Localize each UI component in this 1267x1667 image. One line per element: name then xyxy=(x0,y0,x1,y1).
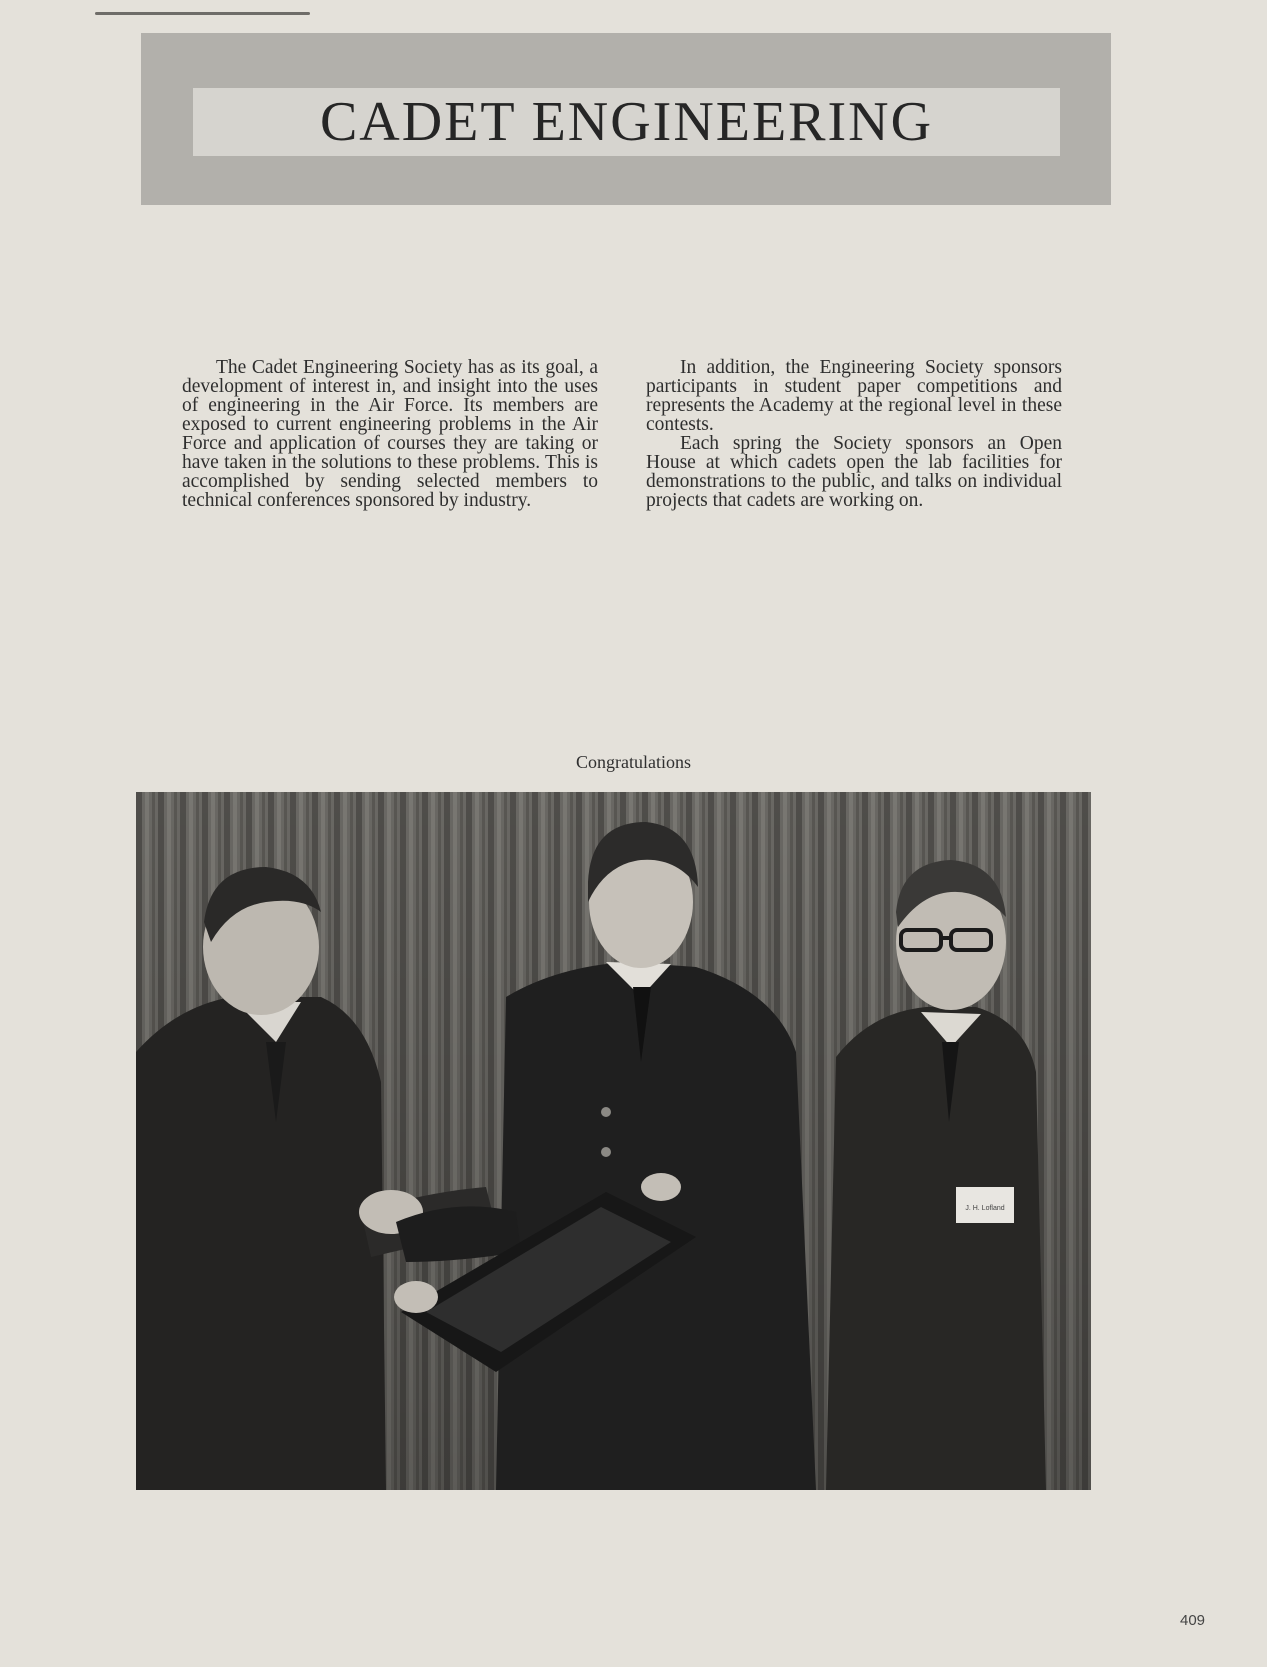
name-tag-text: J. H. Lofland xyxy=(965,1205,1005,1212)
body-paragraph: In addition, the Engineering Society sponsors participants in student paper competitions and represents the Academy at the regional level in these contests. xyxy=(646,357,1062,435)
photo-caption: Congratulations xyxy=(576,752,691,772)
top-rule xyxy=(95,12,310,15)
page-title: CADET ENGINEERING xyxy=(319,91,934,153)
title-banner xyxy=(141,33,1111,205)
body-column-right xyxy=(646,358,1062,510)
page-number: 409 xyxy=(1180,1612,1206,1629)
body-paragraph: Each spring the Society sponsors an Open House at which cadets open the lab facilities for demonstrations to the public, and talks on individual projects that cadets are working on. xyxy=(646,433,1062,511)
photograph-illustration xyxy=(136,792,1091,1490)
title-banner-inner xyxy=(193,88,1060,156)
body-paragraph: The Cadet Engineering Society has as its goal, a development of interest in, and insight into the uses of engineering in the Air Force. Its members are exposed to current engineering problems in the Air Force and application of courses they are taking or have taken in the solutions to these problems. This is accomplished by sending selected members to technical conferences sponsored by industry. xyxy=(182,357,598,511)
body-column-left xyxy=(182,358,598,510)
photograph xyxy=(136,792,1091,1490)
